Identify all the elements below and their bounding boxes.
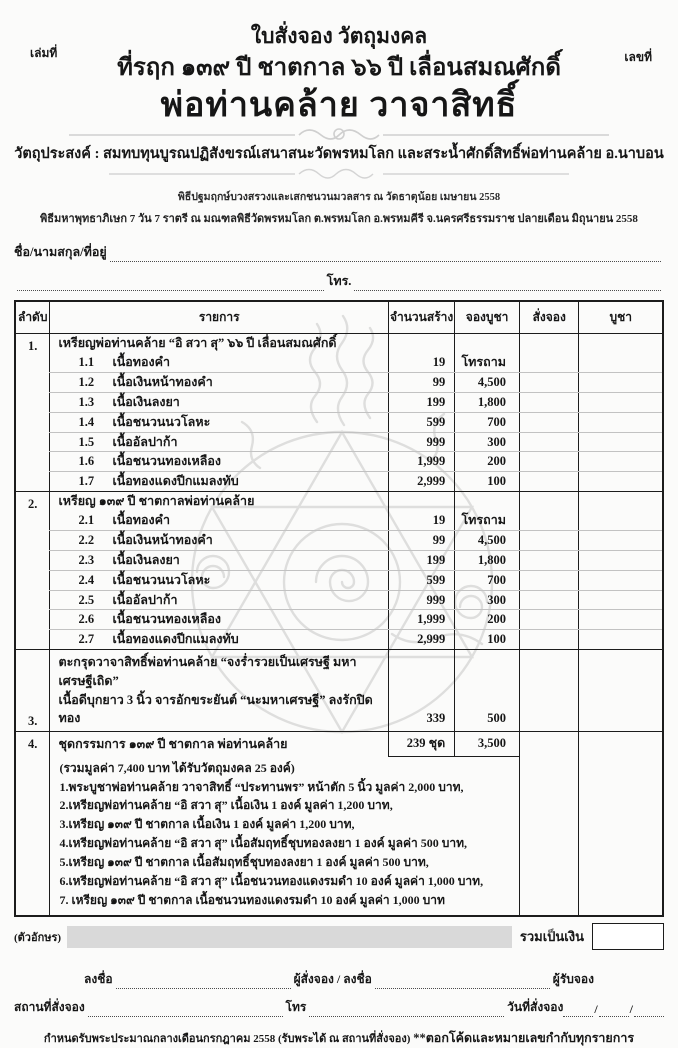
col-header-price: จองบูชา <box>455 301 520 334</box>
phone-input-line[interactable] <box>354 275 661 291</box>
item-price: 100 <box>455 630 520 650</box>
subtitle: ที่รฤก ๑๓๙ ปี ชาตกาล ๖๖ ปี เลื่อนสมณศักดิ์ <box>117 55 561 82</box>
item-no: 2.7 <box>78 632 95 647</box>
bucha-cell[interactable] <box>579 334 663 353</box>
item-name: เนื้อทองคำ <box>112 355 171 370</box>
item-row <box>15 511 663 530</box>
item-price: 300 <box>455 432 520 452</box>
date-year-field[interactable] <box>634 1002 664 1017</box>
section-title: ชุดกรรมการ ๑๓๙ ปี ชาตกาล พ่อท่านคล้าย <box>50 732 388 756</box>
item-row <box>15 610 663 630</box>
bucha-cell[interactable] <box>579 570 663 590</box>
order-table <box>14 300 664 917</box>
col-header-index: ลำดับ <box>15 301 50 334</box>
item-no: 2.6 <box>78 612 95 627</box>
item-price: 1,800 <box>455 550 520 570</box>
item-qty: 339 <box>388 650 454 732</box>
total-amount-box[interactable] <box>592 923 664 950</box>
orderer-signature-line[interactable] <box>116 973 291 989</box>
section-title: เหรียญ ๑๓๙ ปี ชาตกาลพ่อท่านคล้าย <box>50 492 388 511</box>
set-detail-line: 3.เหรียญ ๑๓๙ ปี ชาตกาล เนื้อเงิน 1 องค์ มูลค่า 1,200 บาท, <box>59 817 355 832</box>
item-name: เนื้อเงินหน้าทองคำ <box>112 374 213 389</box>
ornament-divider-top <box>0 127 678 141</box>
item-no: 2.5 <box>78 592 95 607</box>
ceremony-line-2: พิธีมหาพุทธาภิเษก 7 วัน 7 ราตรี ณ มณฑลพิธีวัดพรหมโลก ต.พรหมโลก อ.พรหมคีรี จ.นครศรีธรรมราช ปลายเดือน มิถุนายน 2558 <box>40 213 638 226</box>
item-no: 1.6 <box>78 454 95 469</box>
receiver-label: ผู้รับจอง <box>552 972 594 987</box>
item-price: 4,500 <box>455 530 520 550</box>
item-name: เนื้ออัลปาก้า <box>112 592 178 607</box>
total-label: รวมเป็นเงิน <box>519 929 584 945</box>
order-cell[interactable] <box>519 472 579 492</box>
order-cell[interactable] <box>519 452 579 472</box>
set-detail-line: 5.เหรียญ ๑๓๙ ปี ชาตกาล เนื้อสัมฤทธิ์ชุบทองลงยา 1 องค์ มูลค่า 500 บาท, <box>59 855 429 870</box>
amount-in-words-field[interactable] <box>67 926 512 948</box>
bucha-cell[interactable] <box>579 610 663 630</box>
bucha-cell[interactable] <box>579 412 663 432</box>
item-row <box>15 432 663 452</box>
table-header-row <box>15 301 663 334</box>
order-cell[interactable] <box>519 334 579 353</box>
order-cell[interactable] <box>519 732 579 917</box>
order-cell[interactable] <box>519 392 579 412</box>
section-no: 4. <box>15 732 50 917</box>
item-row <box>15 590 663 610</box>
item-row <box>15 550 663 570</box>
takrut-line-1: ตะกรุดวาจาสิทธิ์พ่อท่านคล้าย “จงร่ำรวยเป็นเศรษฐี มหาเศรษฐีเถิด” <box>58 655 357 688</box>
item-price: 300 <box>455 590 520 610</box>
bucha-cell[interactable] <box>579 590 663 610</box>
main-title: พ่อท่านคล้าย วาจาสิทธิ์ <box>160 86 518 124</box>
item-price: 3,500 <box>455 732 520 756</box>
pickup-note: กำหนดรับพระประมาณกลางเดือนกรกฎาคม 2558 (รับพระได้ ณ สถานที่สั่งจอง) <box>43 1033 411 1046</box>
order-place-label: สถานที่สั่งจอง <box>14 1000 85 1015</box>
item-qty: 999 <box>388 432 454 452</box>
sign-label: ลงชื่อ <box>84 972 113 987</box>
item-qty: 2,999 <box>388 630 454 650</box>
bucha-cell[interactable] <box>579 392 663 412</box>
order-cell[interactable] <box>519 511 579 530</box>
address-input-line[interactable] <box>17 275 324 291</box>
phone-field-label: โทร. <box>326 274 352 289</box>
item-no: 2.2 <box>78 532 95 547</box>
bucha-cell[interactable] <box>579 530 663 550</box>
item-no: 2.3 <box>78 552 95 567</box>
section-row-takrut <box>15 650 663 732</box>
item-row <box>15 570 663 590</box>
item-price: โทรถาม <box>455 353 520 372</box>
bucha-cell[interactable] <box>579 630 663 650</box>
item-qty: 2,999 <box>388 472 454 492</box>
order-cell[interactable] <box>519 550 579 570</box>
item-row <box>15 630 663 650</box>
item-name: เนื้อเงินลงยา <box>112 394 180 409</box>
section-title-row <box>15 732 663 756</box>
item-no: 2.1 <box>78 513 95 528</box>
item-price: 200 <box>455 452 520 472</box>
item-row <box>15 530 663 550</box>
ceremony-line-1: พิธีปฐมฤกษ์บวงสรวงและเสกชนวนมวลสาร ณ วัดธาตุน้อย เมษายน 2558 <box>177 192 501 204</box>
item-name: เนื้อทองแดงปีกแมลงทับ <box>112 632 239 647</box>
bucha-cell[interactable] <box>579 650 663 732</box>
bucha-cell[interactable] <box>579 372 663 392</box>
col-header-bucha: บูชา <box>579 301 663 334</box>
order-cell[interactable] <box>519 630 579 650</box>
ornament-divider-bottom <box>0 168 678 182</box>
order-place-line[interactable] <box>88 1001 283 1017</box>
book-no-label: เล่มที่ <box>30 46 58 60</box>
section-title-row <box>15 334 663 353</box>
set-detail-line: (รวมมูลค่า 7,400 บาท ได้รับวัตถุมงคล 25 องค์) <box>59 760 295 775</box>
item-name: เนื้อทองแดงปีกแมลงทับ <box>112 474 239 489</box>
item-row <box>15 353 663 372</box>
section-title-row <box>15 492 663 511</box>
item-name: เนื้อทองคำ <box>112 513 171 528</box>
section-no: 1. <box>15 334 50 492</box>
item-price: 4,500 <box>455 372 520 392</box>
order-cell[interactable] <box>519 610 579 630</box>
item-no: 1.4 <box>78 414 95 429</box>
name-input-line[interactable] <box>110 246 661 262</box>
item-name: เนื้อชนวนนวโลหะ <box>112 572 211 587</box>
date-month-field[interactable] <box>599 1002 629 1017</box>
item-no: 1.5 <box>78 434 95 449</box>
item-no: 1.1 <box>78 355 95 370</box>
item-name: เนื้อเงินหน้าทองคำ <box>112 532 213 547</box>
item-qty: 1,999 <box>388 610 454 630</box>
set-detail-line: 7. เหรียญ ๑๓๙ ปี ชาตกาล เนื้อชนวนทองแดงรมดำ 10 องค์ มูลค่า 1,000 บาท <box>59 893 445 908</box>
bucha-cell[interactable] <box>579 550 663 570</box>
order-cell[interactable] <box>519 412 579 432</box>
col-header-qty: จำนวนสร้าง <box>388 301 454 334</box>
bucha-cell[interactable] <box>579 732 663 917</box>
date-day-field[interactable] <box>563 1002 593 1017</box>
item-price: 700 <box>455 412 520 432</box>
bucha-cell[interactable] <box>579 432 663 452</box>
item-name: เนื้อเงินลงยา <box>112 552 180 567</box>
bucha-cell[interactable] <box>579 452 663 472</box>
item-qty: 199 <box>388 392 454 412</box>
item-no: 1.7 <box>78 474 95 489</box>
col-header-item: รายการ <box>50 301 388 334</box>
takrut-line-2: เนื้อดีบุกยาว 3 นิ้ว จารอักขระยันต์ “นะมหาเศรษฐี” ลงรักปิดทอง <box>58 692 373 726</box>
item-name: เนื้อชนวนนวโลหะ <box>112 414 211 429</box>
item-row <box>15 392 663 412</box>
item-qty: 99 <box>388 372 454 392</box>
signature-phone-line[interactable] <box>309 1001 504 1017</box>
item-no: 1.2 <box>78 374 95 389</box>
receiver-signature-line[interactable] <box>375 973 550 989</box>
item-price: 500 <box>455 650 520 732</box>
section-no: 2. <box>15 492 50 650</box>
item-qty: 599 <box>388 570 454 590</box>
item-row <box>15 372 663 392</box>
item-price: 100 <box>455 472 520 492</box>
code-note: **ตอกโค้ดและหมายเลขกำกับทุกรายการ <box>413 1031 635 1046</box>
order-cell[interactable] <box>519 590 579 610</box>
name-field-label: ชื่อ/นามสกุล/ที่อยู่ <box>14 245 107 260</box>
col-header-order: สั่งจอง <box>519 301 579 334</box>
set-detail-line: 1.พระบูชาพ่อท่านคล้าย วาจาสิทธิ์ “ประทานพร” หน้าตัก 5 นิ้ว มูลค่า 2,000 บาท, <box>59 779 464 794</box>
form-title: ใบสั่งจอง วัตถุมงคล <box>250 24 428 48</box>
item-name: เนื้ออัลปาก้า <box>112 434 178 449</box>
item-qty: 999 <box>388 590 454 610</box>
item-name: เนื้อชนวนทองเหลือง <box>112 612 222 627</box>
set-detail-line: 6.เหรียญพ่อท่านคล้าย “อิ สวา สุ” เนื้อชนวนทองแดงรมดำ 10 องค์ มูลค่า 1,000 บาท, <box>59 874 484 889</box>
bucha-cell[interactable] <box>579 353 663 372</box>
signature-phone-label: โทร <box>285 1000 307 1015</box>
order-cell[interactable] <box>519 432 579 452</box>
item-price: 200 <box>455 610 520 630</box>
item-no: 2.4 <box>78 572 95 587</box>
purpose-text: วัตถุประสงค์ : สมทบทุนบูรณปฏิสังขรณ์เสนาสนะวัดพรหมโลก และสระน้ำศักดิ์สิทธิ์พ่อท่านคล้าย อ.นาบอน <box>14 146 664 163</box>
section-title: เหรียญพ่อท่านคล้าย “อิ สวา สุ” ๖๖ ปี เลื่อนสมณศักดิ์ <box>50 334 388 353</box>
item-qty: 19 <box>388 353 454 372</box>
bucha-cell[interactable] <box>579 511 663 530</box>
item-no: 1.3 <box>78 394 95 409</box>
order-cell[interactable] <box>519 650 579 732</box>
item-qty: 99 <box>388 530 454 550</box>
item-qty: 239 ชุด <box>388 732 454 756</box>
doc-no-label: เลขที่ <box>624 50 652 64</box>
orderer-label: ผู้สั่งจอง / ลงชื่อ <box>293 972 372 987</box>
item-row <box>15 472 663 492</box>
set-detail-line: 4.เหรียญพ่อท่านคล้าย “อิ สวา สุ” เนื้อสัมฤทธิ์ชุบทองลงยา 1 องค์ มูลค่า 500 บาท, <box>59 836 467 851</box>
item-row <box>15 412 663 432</box>
item-qty: 199 <box>388 550 454 570</box>
item-qty: 599 <box>388 412 454 432</box>
order-cell[interactable] <box>519 570 579 590</box>
bucha-cell[interactable] <box>579 492 663 511</box>
order-cell[interactable] <box>519 492 579 511</box>
item-price: 700 <box>455 570 520 590</box>
order-cell[interactable] <box>519 372 579 392</box>
order-cell[interactable] <box>519 353 579 372</box>
section-no: 3. <box>15 650 50 732</box>
item-row <box>15 452 663 472</box>
amount-in-words-label: (ตัวอักษร) <box>14 931 62 944</box>
order-cell[interactable] <box>519 530 579 550</box>
order-date-label: วันที่สั่งจอง <box>507 1000 564 1015</box>
item-name: เนื้อชนวนทองเหลือง <box>112 454 222 469</box>
item-price: 1,800 <box>455 392 520 412</box>
item-qty: 19 <box>388 511 454 530</box>
set-detail-line: 2.เหรียญพ่อท่านคล้าย “อิ สวา สุ” เนื้อเงิน 1 องค์ มูลค่า 1,200 บาท, <box>59 798 393 813</box>
item-qty: 1,999 <box>388 452 454 472</box>
bucha-cell[interactable] <box>579 472 663 492</box>
item-price: โทรถาม <box>455 511 520 530</box>
